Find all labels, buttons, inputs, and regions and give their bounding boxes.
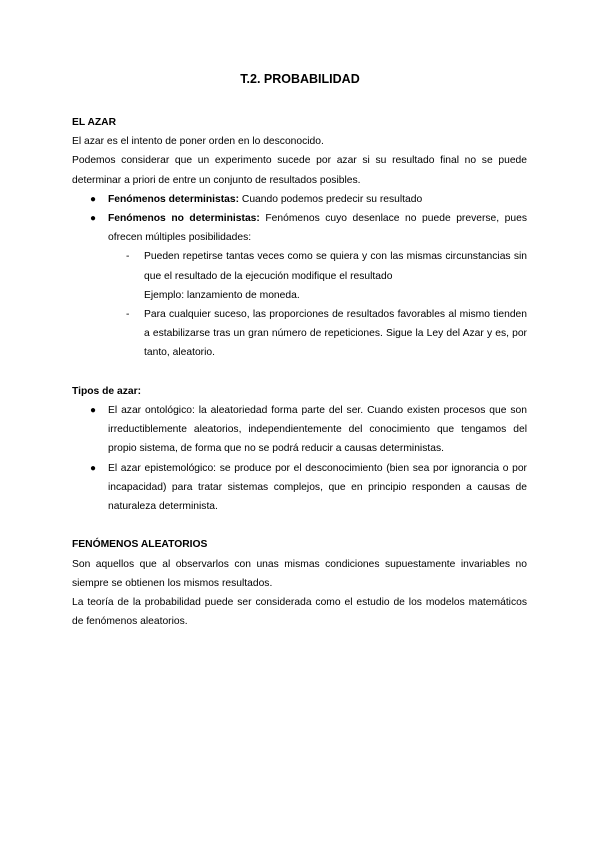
bullet-icon: ● (90, 193, 97, 205)
definition: Fenómenos cuyo desenlace no puede preverse, pues ofrecen múltiples posibilidades: (108, 213, 527, 244)
paragraph: La teoría de la probabilidad puede ser considerada como el estudio de los modelos matemáticos de fenómenos aleatorios. (72, 597, 527, 628)
bullet-icon: ● (90, 462, 97, 474)
bullet-list-tipos (72, 401, 527, 516)
bullet-icon: ● (90, 213, 97, 225)
dash-icon: - (126, 309, 130, 321)
list-item-text: El azar ontológico: la aleatoriedad forma parte del ser. Cuando existen procesos que son irreductiblemente aleatorios, independientemente del conocimiento que tengamos del propio sistema, de forma que no se podrá reducir a causas deterministas. (108, 405, 527, 455)
list-item (72, 209, 527, 363)
paragraph: El azar es el intento de poner orden en lo desconocido. (72, 136, 324, 148)
section-heading-fenomenos: FENÓMENOS ALEATORIOS (72, 539, 208, 551)
dash-example: Ejemplo: lanzamiento de moneda. (144, 289, 300, 301)
dash-list (108, 247, 527, 362)
section-heading-tipos: Tipos de azar: (72, 385, 142, 397)
paragraph: Podemos considerar que un experimento sucede por azar si su resultado final no se puede determinar a priori de entre un conjunto de resultados posibles. (72, 155, 527, 186)
document-body (72, 113, 527, 631)
term: Fenómenos deterministas: (108, 193, 240, 205)
spacer (72, 363, 527, 382)
bullet-icon: ● (90, 405, 97, 417)
list-item (108, 247, 527, 305)
list-item (72, 190, 527, 209)
dash-text: Pueden repetirse tantas veces como se quiera y con las mismas circunstancias sin que el resultado de la ejecución modifique el resultado (144, 251, 527, 282)
bullet-list-fenomenos (72, 190, 527, 363)
term: Fenómenos no deterministas: (108, 213, 260, 225)
dash-text: Para cualquier suceso, las proporciones de resultados favorables al mismo tienden a estabilizarse tras un gran número de repeticiones. Sigue la Ley del Azar y es, por tanto, aleatorio. (144, 309, 527, 359)
definition: Cuando podemos predecir su resultado (239, 193, 423, 205)
list-item (108, 305, 527, 363)
paragraph: Son aquellos que al observarlos con unas mismas condiciones supuestamente invariables no siempre se obtienen los mismos resultados. (72, 558, 527, 589)
section-heading-azar: EL AZAR (72, 117, 117, 128)
list-item-text: El azar epistemológico: se produce por el desconocimiento (bien sea por ignorancia o por incapacidad) para tratar sistemas complejos, que en principio responden a causas de naturaleza determinista. (108, 462, 527, 513)
list-item (72, 459, 527, 517)
page-title: T.2. PROBABILIDAD (240, 72, 360, 86)
dash-icon: - (126, 251, 130, 263)
list-item (72, 401, 527, 459)
spacer (72, 516, 527, 535)
